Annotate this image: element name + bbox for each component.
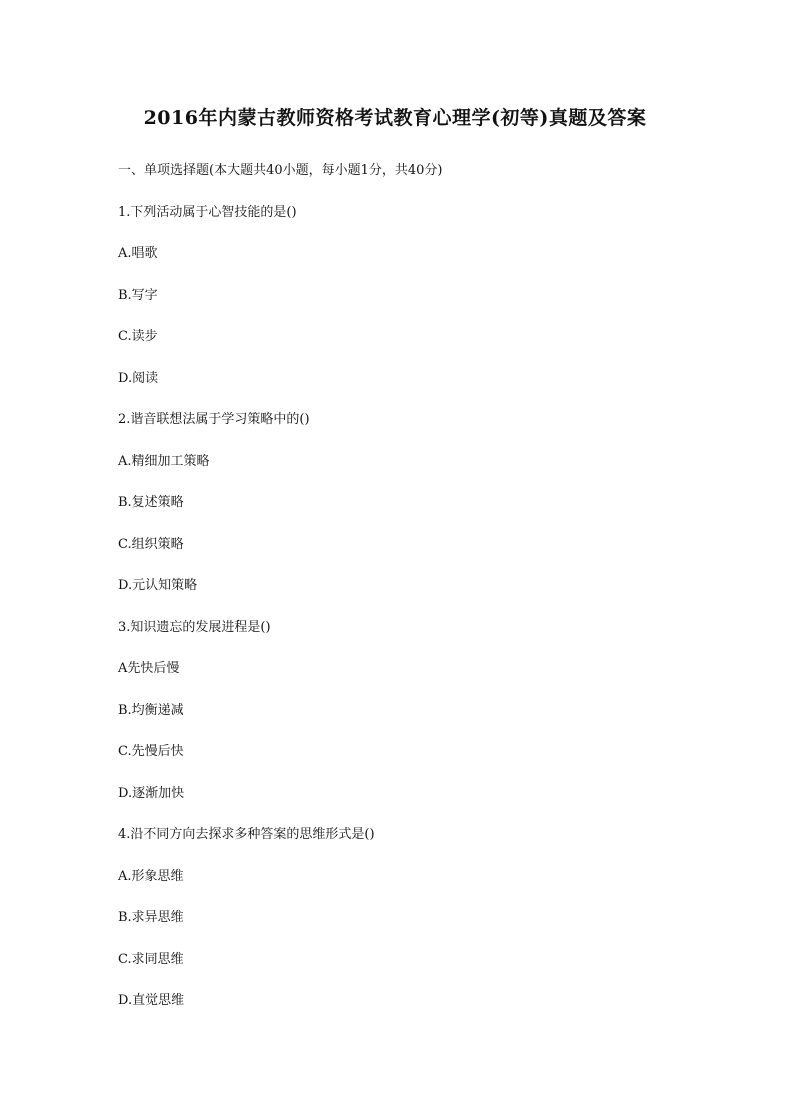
question-2-option-d: D.元认知策略 [118,578,198,593]
question-stem-2: 2.谐音联想法属于学习策略中的() [118,412,310,427]
question-3-option-b: B.均衡递减 [118,703,184,718]
question-1-option-d: D.阅读 [118,371,159,386]
question-4-option-b: B.求异思维 [118,910,184,925]
question-1-option-b: B.写字 [118,288,158,303]
question-3-option-a: A先快后慢 [118,661,180,676]
question-1-option-a: A.唱歌 [118,246,158,261]
question-4-option-a: A.形象思维 [118,869,184,884]
question-2-option-a: A.精细加工策略 [118,454,210,469]
question-3-option-d: D.逐渐加快 [118,786,185,801]
question-2-option-b: B.复述策略 [118,495,184,510]
question-4-option-d: D.直觉思维 [118,993,185,1008]
question-1-option-c: C.读步 [118,329,158,344]
question-4-option-c: C.求同思维 [118,952,184,967]
section-heading: 一、单项选择题(本大题共40小题，每小题1分，共40分) [118,163,443,178]
document-title: 2016年内蒙古教师资格考试教育心理学(初等)真题及答案 [143,107,647,129]
question-3-option-c: C.先慢后快 [118,744,184,759]
question-stem-3: 3.知识遗忘的发展进程是() [118,620,271,635]
question-stem-4: 4.沿不同方向去探求多种答案的思维形式是() [118,827,375,842]
question-stem-1: 1.下列活动属于心智技能的是() [118,205,297,220]
question-2-option-c: C.组织策略 [118,537,184,552]
